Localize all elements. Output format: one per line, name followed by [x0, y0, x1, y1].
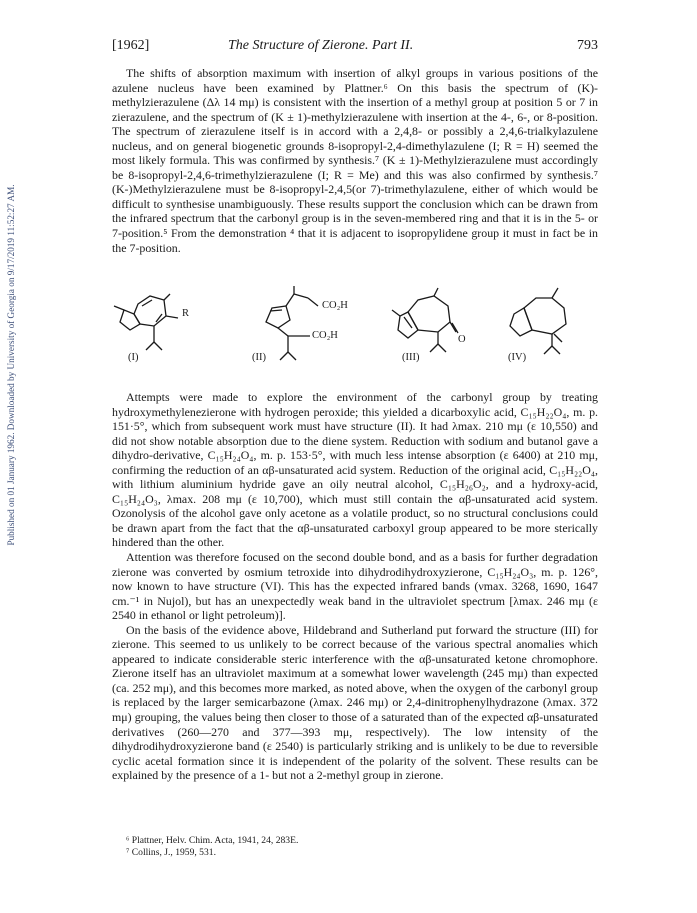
body-text-bottom [112, 390, 598, 783]
label-ii: (II) [252, 352, 266, 363]
body-text-top [112, 66, 598, 255]
footnotes [126, 835, 596, 859]
r-group-label: R [182, 308, 190, 319]
paragraph: Attempts were made to explore the environment of the carbonyl group by treating hydroxymethylenezierone with hydrogen peroxide; this yielded a dicarboxylic acid, C₁₅H₂₂O₄, m. p. 151·5°, which from subsequent work must have structure (II). It had λmax. 210 mμ (ε 10,550) and did not show notable absorption due to the diene system. Reduction with sodium and butanol gave a dihydro-derivative, C₁₅H₂₄O₄, m. p. 153·5°, with much less intense absorption (ε 6400) at 210 mμ, confirming the reduction of an αβ-unsaturated acid system. Reduction of the original acid, C₁₅H₂₂O₄, with lithium aluminium hydride gave an oily neutral alcohol, C₁₅H₂₆O₂, and a hydroxy-acid, C₁₅H₂₄O₃, λmax. 208 mμ (ε 10,700), which must still contain the αβ-unsaturated acid system. Ozonolysis of the alcohol gave only acetone as a volatile product, so no structural conclusions could be drawn apart from the fact that the αβ-unsaturated carboxyl group appeared to be more sterically hindered than the other. [112, 390, 598, 550]
download-notice [4, 130, 18, 600]
structure-i [114, 294, 178, 350]
footnote: ⁷ Collins, J., 1959, 531. [126, 847, 216, 858]
co2h-top-label: CO₂H [322, 300, 348, 311]
oxygen-label: O [458, 334, 466, 345]
page-number: 793 [577, 38, 598, 53]
header-year: [1962] [112, 38, 150, 53]
paragraph: The shifts of absorption maximum with insertion of alkyl groups in various positions of the azulene nucleus have been examined by Plattner.⁶ On this basis the spectrum of (K)-methylzierazulene (Δλ 14 mμ) is consistent with the insertion of a methyl group at position 5 or 7 in zierazulene, and the spectrum of (K ± 1)-methylzierazulene with insertion at the 4-, 6-, or 8-position. The spectrum of zierazulene itself is in accord with a 2,4,8- or possibly a 2,4,6-trialkylazulene nucleus, and on general biogenetic grounds 8-isopropyl-2,4-dimethylazulene (I; R = H) seemed the most likely formula. This was confirmed by synthesis.⁷ (K ± 1)-Methylzierazulene must accordingly be 8-isopropyl-2,4,6-trimethylzierazulene (I; R = Me) and this was also confirmed by synthesis.⁷ (K-)Methylzierazulene must be 8-isopropyl-2,4,5(or 7)-trimethylazulene, either of which would be difficult to synthesise unambiguously. These results support the conclusion which can be drawn from the infrared spectrum that the carbonyl group is in the seven-membered ring and that it is in the 5- or 7-position.⁵ From the demonstration ⁴ that it is adjacent to isopropylidene group it must in fact be in the 7-position. [112, 66, 598, 255]
header-title: The Structure of Zierone. Part II. [228, 38, 414, 53]
label-iii: (III) [402, 352, 420, 363]
structure-iv [510, 288, 566, 354]
paragraph: Attention was therefore focused on the second double bond, and as a basis for further degradation zierone was converted by osmium tetroxide into dihydrodihydroxyzierone, C₁₅H₂₄O₃, m. p. 126°, now known to have structure (VI). This has the expected infrared bands (νmax. 3268, 1690, 1647 cm.⁻¹ in Nujol), but has an unexpectedly weak band in the ultraviolet spectrum [λmax. 246 mμ (ε 2540 in ethanol or light petroleum)]. [112, 550, 598, 623]
paragraph: On the basis of the evidence above, Hildebrand and Sutherland put forward the structure (III) for zierone. This seemed to us unlikely to be correct because of the various spectral anomalies which appeared to indicate considerable steric interference with the αβ-unsaturated ketone chromophore. Zierone itself has an ultraviolet maximum at a somewhat lower wavelength (245 mμ) than expected (ca. 252 mμ), and this becomes more marked, as noted above, when the oxygen of the carbonyl group is replaced by the larger semicarbazone (λmax. 246 mμ) or 2,4-dinitrophenylhydrazone (λmax. 372 mμ) grouping, the values being then closer to those of a saturated than of the expected αβ-unsaturated derivatives (260—270 and 377—393 mμ, respectively). The low intensity of the dihydrodihydroxyzierone band (ε 2540) is particularly striking and is unlikely to be due to reversible cyclic acetal formation since it is independent of the polarity of the solvent. These results can be explained by the presence of a 1- but not a 2-methyl group in zierone. [112, 622, 598, 783]
download-notice-text: Published on 01 January 1962. Downloaded by University of Georgia on 9/17/2019 11:52:27 AM. [6, 184, 16, 546]
footnote: ⁶ Plattner, Helv. Chim. Acta, 1941, 24, 283E. [126, 835, 299, 846]
label-i: (I) [128, 352, 139, 363]
structure-figure [112, 286, 598, 370]
structure-ii [266, 286, 318, 360]
co2h-bottom-label: CO₂H [312, 330, 338, 341]
structure-iii [392, 288, 458, 352]
page-header [112, 38, 598, 58]
label-iv: (IV) [508, 352, 527, 363]
